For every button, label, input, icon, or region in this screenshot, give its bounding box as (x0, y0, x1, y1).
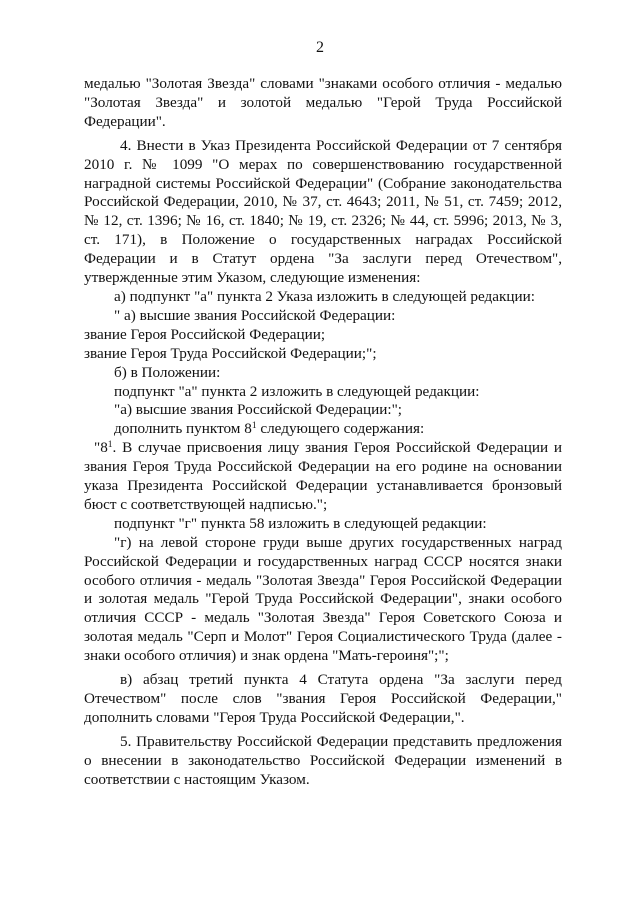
paragraph-item-4: 4. Внести в Указ Президента Российской Федерации от 7 сентября 2010 г. № 1099 "О мерах по совершенствованию государственной наградной системы Российской Федерации" (Собрание законодательства Российской Федерации, 2010, № 37, ст. 4643; 2011, № 51, ст. 7459; 2012, № 12, ст. 1396; № 16, ст. 1840; № 19, ст. 2326; № 44, ст. 5996; 2013, № 3, ст. 171), в Положение о государственных наградах Российской Федерации и в Статут ордена "За заслуги перед Отечеством", утвержденные этим Указом, следующие изменения: (84, 136, 562, 287)
item-8-1-number: "8 (94, 439, 108, 457)
title-hero-rf: звание Героя Российской Федерации; (84, 325, 326, 343)
add-item-text-a: дополнить пунктом 8 (114, 420, 252, 438)
item-8-1-body: . В случае присвоения лицу звания Героя Российской Федерации и звания Героя Труда Российской Федерации на его родине на основании указа Президента Российской Федерации устанавливается бронзовый бюст с соответствующей надписью."; (84, 439, 562, 513)
subitem-v: в) абзац третий пункта 4 Статута ордена "За заслуги перед Отечеством" после слов "звания Героя Российской Федерации," дополнить словами "Героя Труда Российской Федерации,". (84, 671, 562, 726)
superscript: 1 (251, 421, 257, 432)
subitem-a: а) подпункт "а" пункта 2 Указа изложить в следующей редакции: (114, 287, 535, 305)
page-number: 2 (316, 39, 324, 56)
title-hero-labour: звание Героя Труда Российской Федерации;"; (84, 344, 377, 362)
quote-highest-titles: " а) высшие звания Российской Федерации: (114, 306, 396, 324)
document-body (84, 75, 562, 790)
superscript: 1 (107, 440, 113, 451)
quote-highest-titles-2: "а) высшие звания Российской Федерации:"; (114, 401, 403, 419)
subitem-b-text: подпункт "а" пункта 2 изложить в следующей редакции: (114, 382, 480, 400)
paragraph-continuation: медалью "Золотая Звезда" словами "знаками особого отличия - медалью "Золотая Звезда" и золотой медалью "Герой Труда Российской Федерации". (84, 75, 562, 130)
add-item-8-1 (84, 420, 562, 439)
paragraph-item-5: 5. Правительству Российской Федерации представить предложения о внесении в законодательство Российской Федерации изменений в соответствии с настоящим Указом. (84, 732, 562, 788)
add-item-text-b: следующего содержания: (260, 420, 425, 438)
subitem-g-text: "г) на левой стороне груди выше других государственных наград Российской Федерации и государственных наград СССР носятся знаки особого отличия - медаль "Золотая Звезда" Героя Российской Федерации и золотая медаль "Герой Труда Российской Федерации", знаки особого отличия СССР - медаль "Золотая Звезда" Героя Советского Союза и золотая медаль "Серп и Молот" Героя Социалистического Труда (далее - знаки особого отличия) и знак ордена "Мать-героиня";"; (84, 533, 562, 665)
subitem-g-intro: подпункт "г" пункта 58 изложить в следующей редакции: (114, 514, 487, 532)
subitem-b: б) в Положении: (114, 363, 221, 381)
item-8-1-text (84, 439, 562, 515)
